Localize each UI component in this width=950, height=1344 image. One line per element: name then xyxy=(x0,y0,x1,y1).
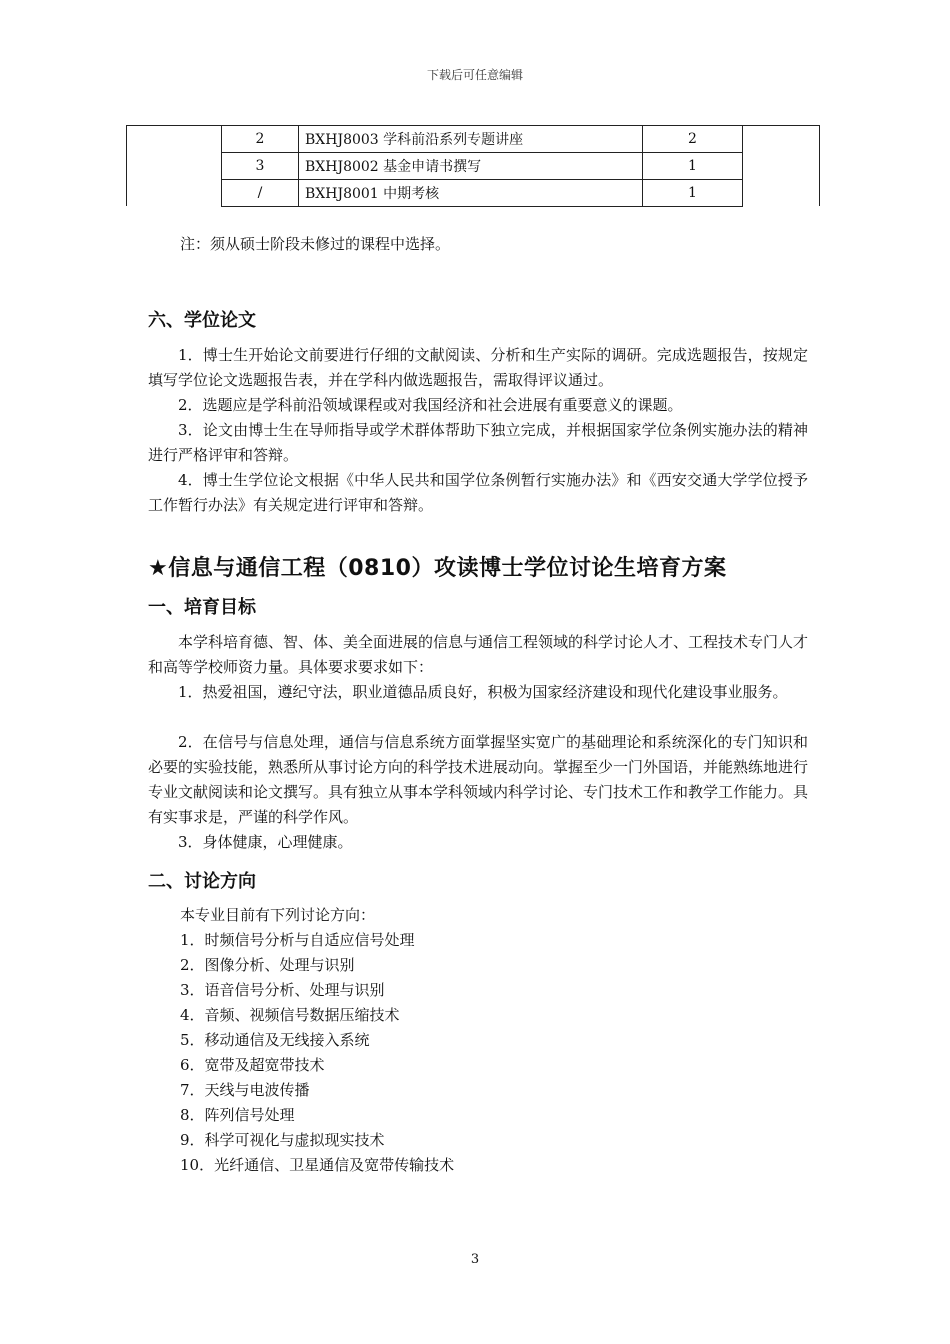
course-credit: 2 xyxy=(643,126,743,153)
goal-item: 2．在信号与信息处理，通信与信息系统方面掌握坚实宽广的基础理论和系统深化的专门知识和必要的实验技能，熟悉所从事讨论方向的科学技术进展动向。掌握至少一门外国语，并能熟练地进行专业文献阅读和论文撰写。具有独立从事本学科领域内科学讨论、专门技术工作和教学工作能力。具有实事求是，严谨的科学作风。 xyxy=(148,733,809,826)
course-name: BXHJ8002 基金申请书撰写 xyxy=(299,153,643,180)
table-row xyxy=(222,153,743,180)
row-number: 2 xyxy=(222,126,299,153)
goal-item: 1．热爱祖国，遵纪守法，职业道德品质良好，积极为国家经济建设和现代化建设事业服务。 xyxy=(178,683,788,701)
thesis-paragraph: 1．博士生开始论文前要进行仔细的文献阅读、分析和生产实际的调研。完成选题报告，按规定填写学位论文选题报告表，并在学科内做选题报告，需取得评议通过。 xyxy=(148,346,808,389)
direction-item: 5．移动通信及无线接入系统 xyxy=(180,1031,370,1049)
goal-intro: 本学科培育德、智、体、美全面进展的信息与通信工程领域的科学讨论人才、工程技术专门人才和高等学校师资力量。具体要求要求如下： xyxy=(148,633,809,676)
page-number: 3 xyxy=(470,1252,480,1267)
direction-item: 7．天线与电波传播 xyxy=(180,1081,310,1099)
direction-item: 8．阵列信号处理 xyxy=(180,1106,295,1124)
direction-item: 4．音频、视频信号数据压缩技术 xyxy=(180,1006,400,1024)
table-row xyxy=(222,180,743,207)
direction-item: 10．光纤通信、卫星通信及宽带传输技术 xyxy=(180,1156,455,1174)
direction-item: 1．时频信号分析与自适应信号处理 xyxy=(180,931,415,949)
goal-item: 3．身体健康，心理健康。 xyxy=(178,833,353,851)
section-heading-thesis: 六、学位论文 xyxy=(148,310,256,331)
row-number: 3 xyxy=(222,153,299,180)
thesis-paragraph: 2．选题应是学科前沿领域课程或对我国经济和社会进展有重要意义的课题。 xyxy=(178,396,683,414)
directions-intro: 本专业目前有下列讨论方向： xyxy=(180,906,376,924)
page-header: 下载后可任意编辑 xyxy=(426,68,523,82)
course-credit: 1 xyxy=(643,153,743,180)
course-name: BXHJ8001 中期考核 xyxy=(299,180,643,207)
course-credit: 1 xyxy=(643,180,743,207)
direction-item: 6．宽带及超宽带技术 xyxy=(180,1056,325,1074)
course-table xyxy=(221,125,743,207)
course-name: BXHJ8003 学科前沿系列专题讲座 xyxy=(299,126,643,153)
table-row xyxy=(222,126,743,153)
table-note: 注：须从硕士阶段未修过的课程中选择。 xyxy=(180,235,451,253)
direction-item: 2．图像分析、处理与识别 xyxy=(180,956,355,974)
row-number: / xyxy=(222,180,299,207)
section-heading-directions: 二、讨论方向 xyxy=(148,871,256,892)
thesis-paragraph: 3．论文由博士生在导师指导或学术群体帮助下独立完成，并根据国家学位条例实施办法的精神进行严格评审和答辩。 xyxy=(148,421,808,464)
thesis-paragraph: 4．博士生学位论文根据《中华人民共和国学位条例暂行实施办法》和《西安交通大学学位授予工作暂行办法》有关规定进行评审和答辩。 xyxy=(148,471,808,514)
direction-item: 3．语音信号分析、处理与识别 xyxy=(180,981,385,999)
program-title: ★信息与通信工程（0810）攻读博士学位讨论生培育方案 xyxy=(148,556,727,581)
direction-item: 9．科学可视化与虚拟现实技术 xyxy=(180,1131,385,1149)
section-heading-goal: 一、培育目标 xyxy=(148,597,256,618)
